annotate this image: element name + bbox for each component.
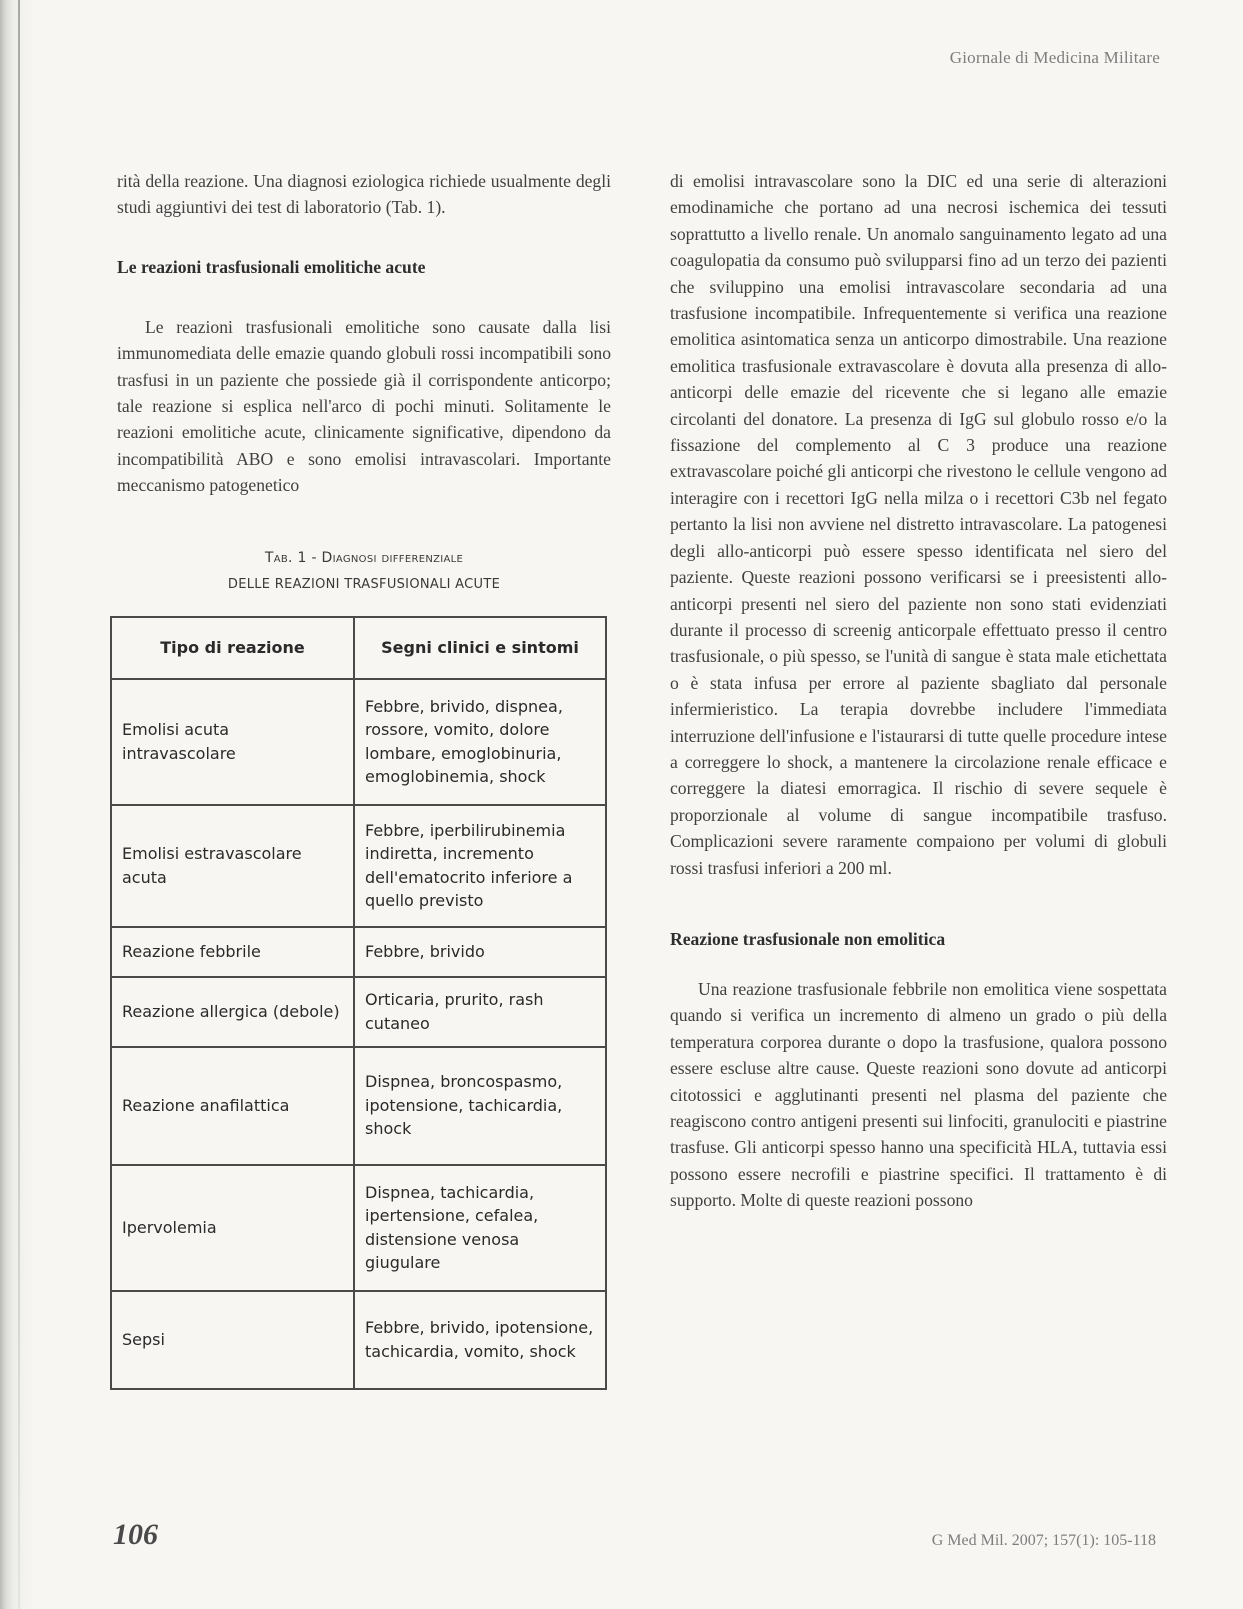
paragraph-non-emolitica: Una reazione trasfusionale febbrile non emolitica viene sospettata quando si verifica un incremento di almeno un grado o più della temperatura corporea durante o dopo la trasfusione, qualora possono essere escluse altre cause. Queste reazioni sono dovute ad anticorpi citotossici e agglutinanti presenti nel plasma del paziente che reagiscono contro antigeni presenti sui linfociti, granulociti e piastrine trasfuse. Gli anticorpi spesso hanno una specificità HLA, tuttavia essi possono essere necrofili e piastrine specifici. Il trattamento è di supporto. Molte di queste reazioni possono	[670, 978, 1167, 1211]
differential-diagnosis-table	[110, 616, 607, 1390]
header-tipo-di-reazione: Tipo di reazione	[111, 617, 354, 679]
reaction-type-cell: Emolisi acuta intravascolare	[111, 679, 354, 805]
reaction-type-cell: Reazione anafilattica	[111, 1047, 354, 1165]
table-row	[111, 1165, 606, 1291]
table-row	[111, 977, 606, 1047]
signs-cell: Febbre, iperbilirubinemia indiretta, incremento dell'ematocrito inferiore a quello previsto	[354, 805, 606, 927]
page-binding-shadow	[0, 0, 34, 1609]
reaction-type-cell: Reazione allergica (debole)	[111, 977, 354, 1047]
table-row	[111, 1291, 606, 1389]
table-caption-line1: Tab. 1 - Diagnosi differenziale	[264, 549, 464, 566]
reaction-type-cell: Sepsi	[111, 1291, 354, 1389]
table-row	[111, 805, 606, 927]
reaction-type-cell: Ipervolemia	[111, 1165, 354, 1291]
table-header-row	[111, 617, 606, 679]
table-caption-line2: DELLE REAZIONI TRASFUSIONALI ACUTE	[227, 576, 501, 592]
header-segni-clinici: Segni clinici e sintomi	[354, 617, 606, 679]
table-row	[111, 1047, 606, 1165]
paragraph-continuation: rità della reazione. Una diagnosi eziologica richiede usualmente degli studi aggiuntivi dei test di laboratorio (Tab. 1).	[117, 171, 611, 218]
signs-cell: Orticaria, prurito, rash cutaneo	[354, 977, 606, 1047]
page-number: 106	[113, 1518, 158, 1551]
table-row	[111, 927, 606, 977]
table-row	[111, 679, 606, 805]
paragraph-emolitiche-acute: Le reazioni trasfusionali emolitiche sono causate dalla lisi immunomediata delle emazie quando globuli rossi incompatibili sono trasfusi in un paziente che possiede già il corrispondente anticorpo; tale reazione si esplica nell'arco di pochi minuti. Solitamente le reazioni emolitiche acute, clinicamente significative, dipendono da incompatibilità ABO e sono emolisi intravascolari. Importante meccanismo patogenetico	[117, 316, 611, 496]
signs-cell: Febbre, brivido	[354, 927, 606, 977]
section-heading-non-emolitica: Reazione trasfusionale non emolitica	[670, 928, 946, 949]
section-heading-emolitiche-acute: Le reazioni trasfusionali emolitiche acute	[117, 256, 426, 277]
right-column	[670, 168, 1167, 1214]
journal-citation: G Med Mil. 2007; 157(1): 105-118	[931, 1532, 1156, 1549]
paragraph-emolisi-intravascolare: di emolisi intravascolare sono la DIC ed una serie di alterazioni emodinamiche che portano ad una necrosi ischemica dei tessuti soprattutto a livello renale. Un anomalo sanguinamento legato ad una coagulopatia da consumo può svilupparsi fino ad un terzo dei pazienti che sviluppino una emolisi intravascolare secondaria ad una trasfusione incompatibile. Infrequentemente si verifica una reazione emolitica asintomatica senza un anticorpo dimostrabile. Una reazione emolitica trasfusionale extravascolare è dovuta alla presenza di allo-anticorpi delle emazie del ricevente che si legano alle emazie circolanti del donatore. La presenza di IgG sul globulo rosso e/o la fissazione del complemento al C 3 produce una reazione extravascolare poiché gli anticorpi che rivestono le cellule vengono ad interagire con i recettori IgG nella milza o i recettori C3b nel fegato pertanto la lisi non avviene nel distretto intravascolare. La patogenesi degli allo-anticorpi può essere spesso identificata nel siero del paziente. Queste reazioni possono verificarsi se i preesistenti allo-anticorpi presenti nel siero del paziente non sono stati evidenziati durante il processo di screenig anticorpale effettuato presso il centro trasfusionale, o più spesso, se l'unità di sangue è stata male etichettata o è stata infusa per errore al paziente sbagliato dal personale infermieristico. La terapia dovrebbe includere l'immediata interruzione dell'infusione e l'istaurarsi di tutte quelle procedure intese a correggere lo shock, a mantenere la circolazione renale efficace e correggere la diatesi emorragica. Il rischio di severe sequele è proporzionale al volume di sangue incompatibile trasfuso. Complicazioni severe raramente compaiono per volumi di globuli rossi trasfusi inferiori a 200 ml.	[670, 171, 1167, 878]
reaction-type-cell: Emolisi estravascolare acuta	[111, 805, 354, 927]
signs-cell: Febbre, brivido, ipotensione, tachicardia, vomito, shock	[354, 1291, 606, 1389]
left-column	[117, 168, 611, 1390]
signs-cell: Dispnea, tachicardia, ipertensione, cefalea, distensione venosa giugulare	[354, 1165, 606, 1291]
reaction-type-cell: Reazione febbrile	[111, 927, 354, 977]
journal-running-head: Giornale di Medicina Militare	[949, 48, 1160, 67]
table-caption	[117, 545, 611, 598]
signs-cell: Febbre, brivido, dispnea, rossore, vomito, dolore lombare, emoglobinuria, emoglobinemia, shock	[354, 679, 606, 805]
page-binding-edge	[18, 0, 20, 1609]
signs-cell: Dispnea, broncospasmo, ipotensione, tachicardia, shock	[354, 1047, 606, 1165]
